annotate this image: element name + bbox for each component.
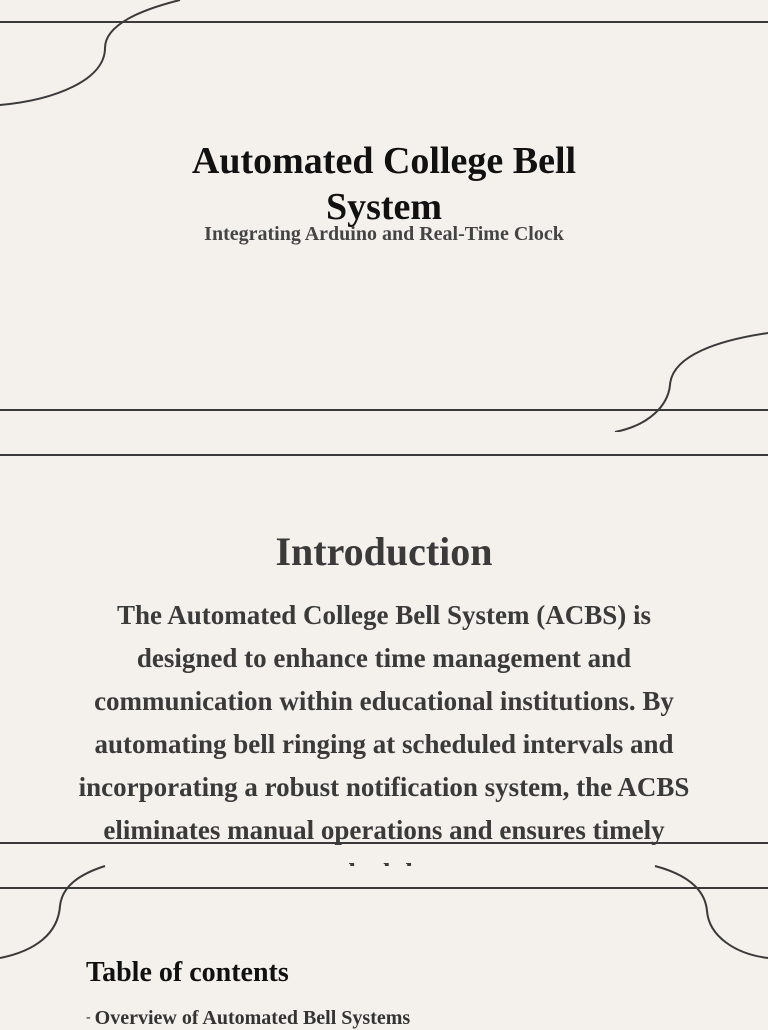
slide-title[interactable] xyxy=(0,0,768,432)
slide-title-text: Automated College Bell System xyxy=(191,140,577,228)
bottom-right-curve xyxy=(615,333,768,432)
toc-item-label: Overview of Automated Bell Systems xyxy=(94,1007,411,1029)
slide-heading: Introduction xyxy=(275,529,493,574)
toc-list xyxy=(86,1006,410,1030)
slide-decoration xyxy=(0,866,768,1024)
left-curve xyxy=(0,866,105,958)
toc-item[interactable] xyxy=(86,1006,410,1030)
toc-heading: Table of contents xyxy=(86,957,289,988)
slide-body-text: The Automated College Bell System (ACBS) is designed to enhance time management and communication within educational institutions. By automating bell ringing at scheduled intervals and incorporating a robust notification system, the ACBS eliminates manual operations and ensures timely xyxy=(78,600,690,845)
slide-subtitle: Integrating Arduino and Real-Time Clock xyxy=(204,223,564,245)
right-curve xyxy=(655,866,768,958)
slide-table-of-contents[interactable] xyxy=(0,866,768,1029)
toc-bullet: - xyxy=(86,1010,91,1025)
slide-introduction[interactable] xyxy=(0,432,768,866)
top-left-curve xyxy=(0,0,180,105)
